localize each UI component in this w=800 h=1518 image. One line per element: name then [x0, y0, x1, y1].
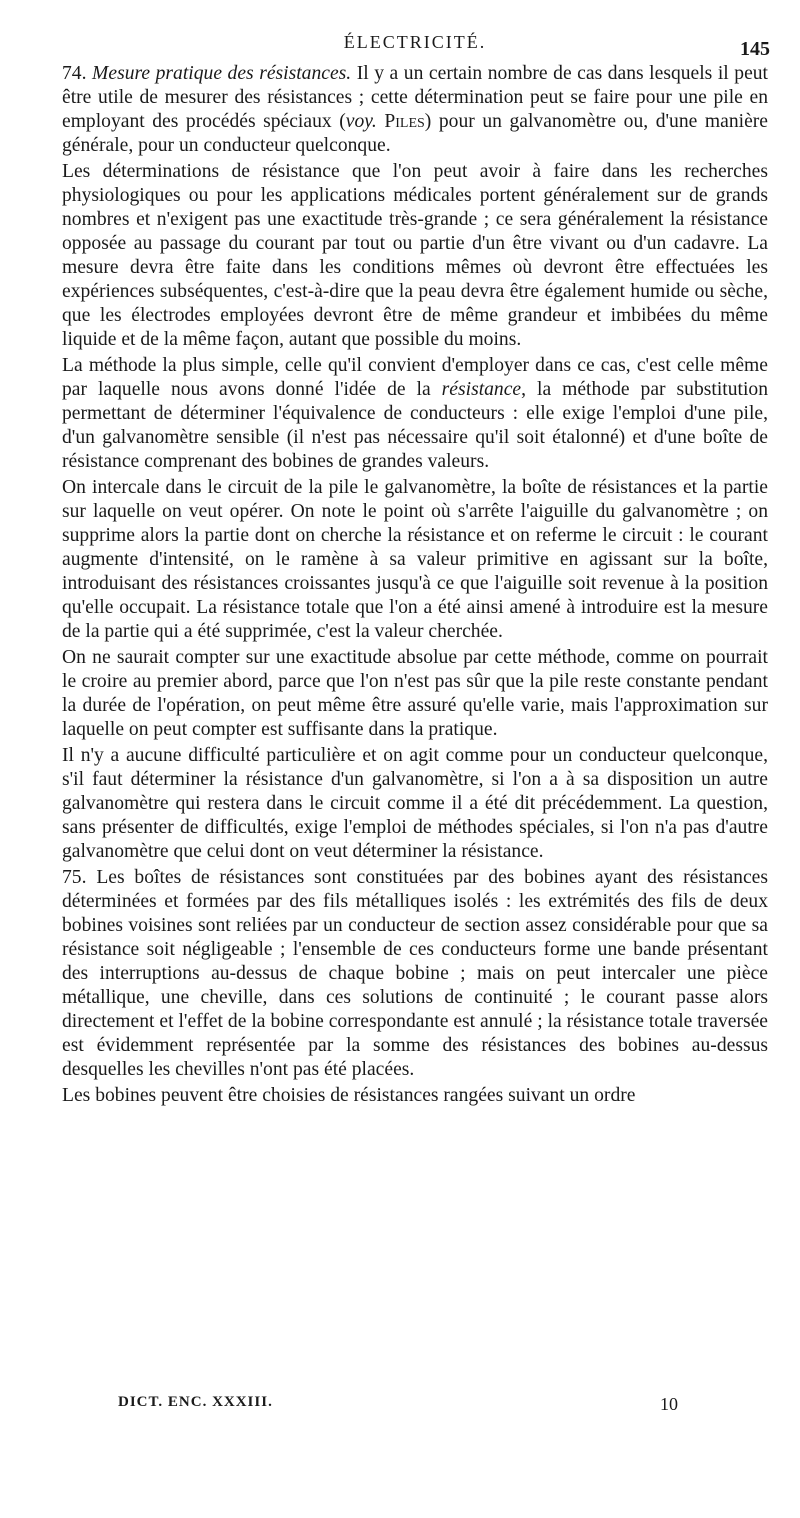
paragraph-text: ) pour un galvanomètre ou, d'une manière générale, pour un conducteur quelconque.: [62, 111, 768, 156]
running-title: ÉLECTRICITÉ.: [343, 32, 487, 52]
paragraph-text: Les boîtes de résistances sont constituées par des bobines ayant des résistances déterminées et formées par des fils métalliques isolés : les extrémités des fils de deux bobines voisines sont reliées par un conducteur de section assez considérable pour que sa résistance soit négligeable ; l'ensemble de ces conducteurs forme une bande présentant des interruptions au-dessus de chaque bobine ; mais on peut intercaler une pièce métallique, une cheville, dans ces solutions de continuité ; le courant passe alors directement et l'effet de la bobine correspondante est annulé ; la résistance totale traversée est évidemment représentée par la somme des résistances des bobines au-dessus desquelles les chevilles n'ont pas été placées.: [62, 867, 768, 1080]
paragraph: On intercale dans le circuit de la pile le galvanomètre, la boîte de résistances et la partie sur laquelle on veut opérer. On note le point où s'arrête l'aiguille du galvanomètre ; on supprime alors la partie dont on cherche la résistance et on referme le circuit : le courant augmente d'intensité, on le ramène à sa valeur primitive en agissant sur la boîte, introduisant des résistances croissantes jusqu'à ce que l'aiguille soit revenue à la position qu'elle occupait. La résistance totale que l'on a été ainsi amené à introduire est la mesure de la partie qui a été supprimée, c'est la valeur cherchée.: [62, 477, 768, 642]
cross-reference: Piles: [384, 111, 425, 132]
paragraph-75: [62, 866, 768, 1082]
italic-term: résistance: [441, 379, 522, 400]
signature-number: 10: [660, 1394, 678, 1414]
body-text: [62, 62, 768, 1110]
paragraph: Les déterminations de résistance que l'on peut avoir à faire dans les recherches physiologiques ou pour les applications médicales portent généralement sur de grands nombres et n'exigent pas une exactitude très-grande ; ce sera généralement la résistance opposée au passage du courant par tout ou partie d'un être vivant ou d'un cadavre. La mesure devra être faite dans les conditions mêmes où devront être effectuées les expériences subséquentes, c'est-à-dire que la peau devra être également humide ou sèche, que les électrodes employées devront être de même grandeur et imbibées du même liquide et de la même façon, autant que possible du moins.: [62, 161, 768, 350]
paragraph: Les bobines peuvent être choisies de résistances rangées suivant un ordre: [62, 1085, 636, 1106]
page-header: [60, 30, 770, 58]
paragraph: Il n'y a aucune difficulté particulière et on agit comme pour un conducteur quelconque, s'il faut déterminer la résistance d'un galvanomètre, si l'on a à sa disposition un autre galvanomètre qui restera dans le circuit comme il a été dit précédemment. La question, sans présenter de difficultés, exige l'emploi de méthodes spéciales, si l'on n'a pas d'autre galvanomètre que celui dont on veut déterminer la résistance.: [62, 745, 768, 862]
paragraph: [62, 354, 768, 474]
paragraph: On ne saurait compter sur une exactitude absolue par cette méthode, comme on pourrait le croire au premier abord, parce que l'on n'est pas sûr que la pile reste constante pendant la durée de l'opération, on peut même être assuré qu'elle varie, mais l'approximation sur laquelle on peut compter est suffisante dans la pratique.: [62, 647, 768, 740]
signature-mark: DICT. ENC. XXXIII.: [118, 1394, 273, 1410]
section-number: 74.: [62, 63, 87, 84]
section-number: 75.: [62, 867, 87, 888]
paragraph-text: Il y a un certain nombre de cas dans lesquels il peut être utile de mesurer des résistances ; cette détermination peut se faire pour une pile en employant des procédés spéciaux (: [62, 63, 769, 132]
page-number: 145: [740, 38, 770, 60]
section-title: Mesure pratique des résistances.: [92, 63, 352, 84]
page-footer: [118, 1394, 678, 1418]
paragraph-text: , la méthode par substitution permettant de déterminer l'équivalence de conducteurs : elle exige l'emploi d'une pile, d'un galvanomètre sensible (il n'est pas nécessaire qu'il soit étalonné) et d'une boîte de résistance comprenant des bobines de grandes valeurs.: [62, 379, 768, 472]
paragraph-74: [62, 62, 768, 158]
paragraph-text: La méthode la plus simple, celle qu'il convient d'employer dans ce cas, c'est celle même par laquelle nous avons donné l'idée de la: [62, 355, 768, 400]
voy-abbrev: voy.: [345, 111, 377, 132]
